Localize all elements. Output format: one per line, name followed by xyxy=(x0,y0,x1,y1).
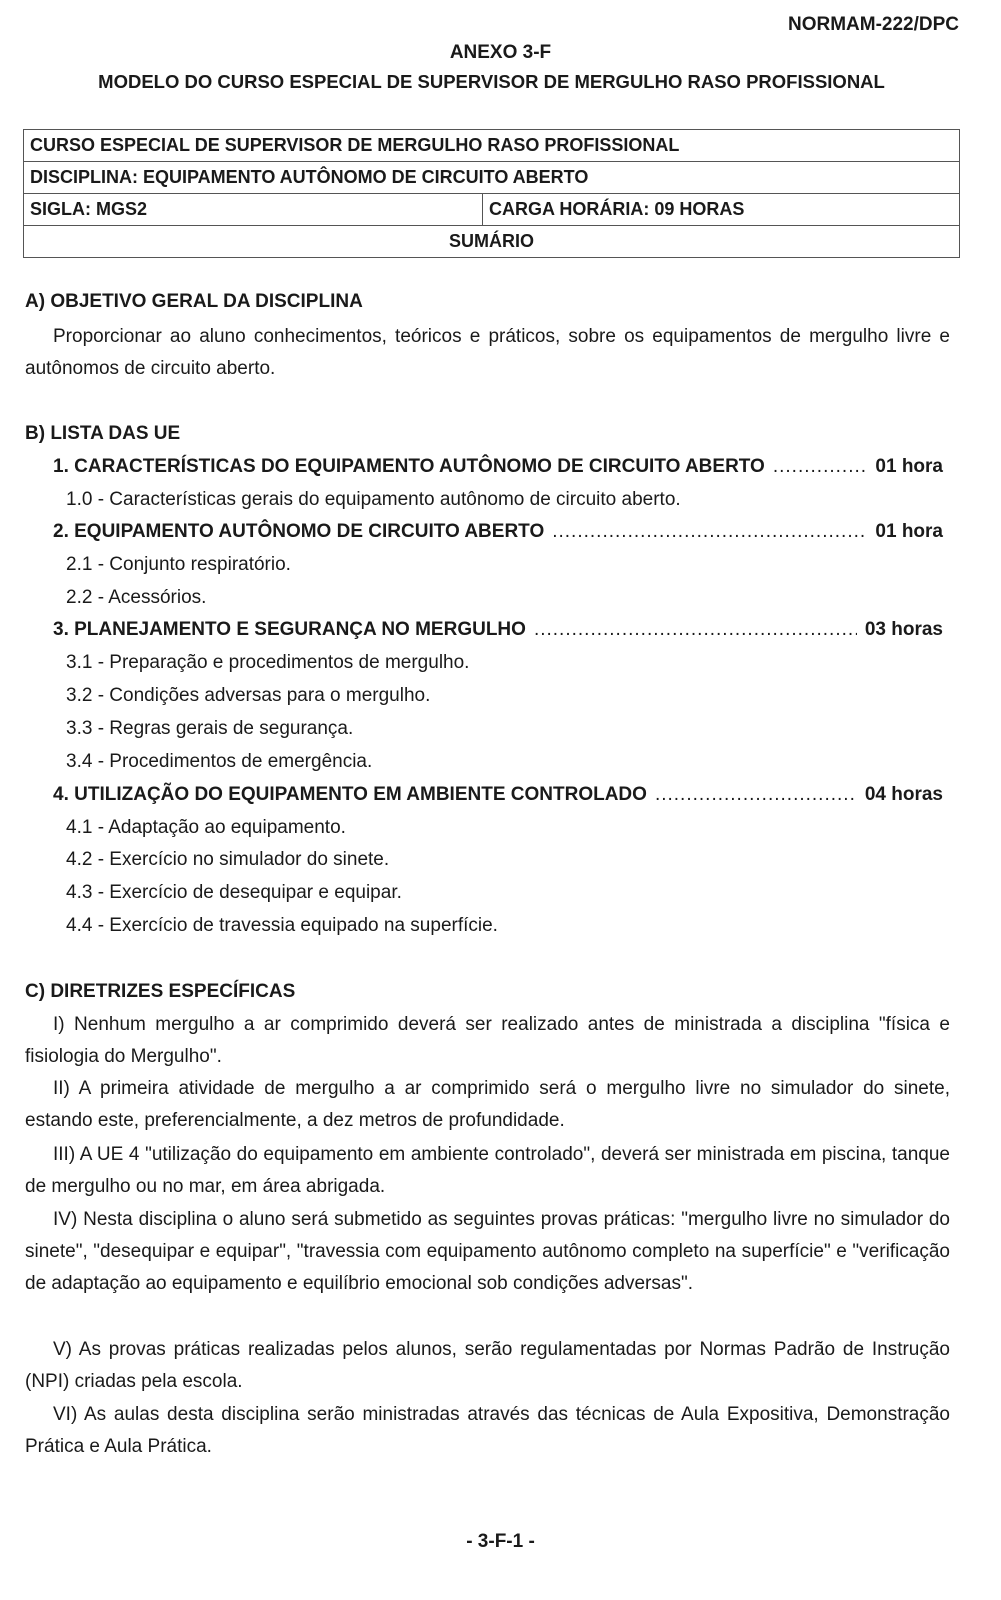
leader-dots xyxy=(655,784,857,806)
unit-title: 3. PLANEJAMENTO E SEGURANÇA NO MERGULHO xyxy=(53,619,526,640)
discipline-cell: DISCIPLINA: EQUIPAMENTO AUTÔNOMO DE CIRCUITO ABERTO xyxy=(24,162,960,194)
unit-item: 3.1 - Preparação e procedimentos de mergulho. xyxy=(66,652,470,673)
unit-title: 1. CARACTERÍSTICAS DO EQUIPAMENTO AUTÔNOMO DE CIRCUITO ABERTO xyxy=(53,456,765,477)
section-c-heading: C) DIRETRIZES ESPECÍFICAS xyxy=(25,981,296,1002)
course-cell: CURSO ESPECIAL DE SUPERVISOR DE MERGULHO RASO PROFISSIONAL xyxy=(24,130,960,162)
unit-hours: 01 hora xyxy=(875,521,943,542)
unit-hours: 04 horas xyxy=(864,784,943,805)
leader-dots xyxy=(534,619,857,641)
leader-dots xyxy=(773,456,868,478)
leader-dots xyxy=(552,521,867,543)
model-title: MODELO DO CURSO ESPECIAL DE SUPERVISOR DE MERGULHO RASO PROFISSIONAL xyxy=(98,71,885,92)
annex-title: ANEXO 3-F xyxy=(449,42,552,63)
section-b-heading: B) LISTA DAS UE xyxy=(25,423,181,444)
unit-hours: 01 hora xyxy=(875,456,943,477)
unit-item: 1.0 - Características gerais do equipamento autônomo de circuito aberto. xyxy=(66,489,681,510)
unit-4 xyxy=(53,784,943,806)
section-a-heading: A) OBJETIVO GERAL DA DISCIPLINA xyxy=(25,291,363,312)
guideline-2: II) A primeira atividade de mergulho a ar comprimido será o mergulho livre no simulador do sinete, estando este, preferencialmente, a dez metros de profundidade. xyxy=(25,1078,950,1131)
unit-item: 3.3 - Regras gerais de segurança. xyxy=(66,718,354,739)
section-a-text: Proporcionar ao aluno conhecimentos, teóricos e práticos, sobre os equipamentos de mergulho livre e autônomos de circuito aberto. xyxy=(25,326,950,379)
unit-item: 4.2 - Exercício no simulador do sinete. xyxy=(66,849,390,870)
unit-title: 4. UTILIZAÇÃO DO EQUIPAMENTO EM AMBIENTE CONTROLADO xyxy=(53,784,647,805)
unit-item: 3.4 - Procedimentos de emergência. xyxy=(66,751,373,772)
guideline-4: IV) Nesta disciplina o aluno será submetido as seguintes provas práticas: "mergulho livre no simulador do sinete", "desequipar e equipar", "travessia com equipamento autônomo completo na superfície" e "verificação de adaptação ao equipamento e equilíbrio emocional sob condições adversas". xyxy=(25,1209,950,1294)
unit-title: 2. EQUIPAMENTO AUTÔNOMO DE CIRCUITO ABERTO xyxy=(53,521,545,542)
unit-hours: 03 horas xyxy=(864,619,943,640)
sigla-cell: SIGLA: MGS2 xyxy=(24,194,483,226)
unit-item: 4.4 - Exercício de travessia equipado na superfície. xyxy=(66,915,498,936)
guideline-3: III) A UE 4 "utilização do equipamento em ambiente controlado", deverá ser ministrada em piscina, tanque de mergulho ou no mar, em área abrigada. xyxy=(25,1144,950,1197)
page-number: - 3-F-1 - xyxy=(466,1531,535,1552)
course-info-table xyxy=(23,129,960,258)
document-code: NORMAM-222/DPC xyxy=(787,14,959,35)
unit-item: 4.1 - Adaptação ao equipamento. xyxy=(66,817,346,838)
guideline-6: VI) As aulas desta disciplina serão ministradas através das técnicas de Aula Expositiva, Demonstração Prática e Aula Prática. xyxy=(25,1404,950,1457)
unit-item: 4.3 - Exercício de desequipar e equipar. xyxy=(66,882,402,903)
unit-item: 2.1 - Conjunto respiratório. xyxy=(66,554,291,575)
unit-item: 3.2 - Condições adversas para o mergulho. xyxy=(66,685,431,706)
unit-3 xyxy=(53,619,943,641)
summary-cell: SUMÁRIO xyxy=(24,226,960,258)
guideline-5: V) As provas práticas realizadas pelos alunos, serão regulamentadas por Normas Padrão de Instrução (NPI) criadas pela escola. xyxy=(25,1339,950,1392)
guideline-1: I) Nenhum mergulho a ar comprimido deverá ser realizado antes de ministrada a disciplina "física e fisiologia do Mergulho". xyxy=(25,1014,950,1067)
unit-item: 2.2 - Acessórios. xyxy=(66,587,207,608)
workload-cell: CARGA HORÁRIA: 09 HORAS xyxy=(483,194,960,226)
unit-1 xyxy=(53,456,943,478)
unit-2 xyxy=(53,521,943,543)
